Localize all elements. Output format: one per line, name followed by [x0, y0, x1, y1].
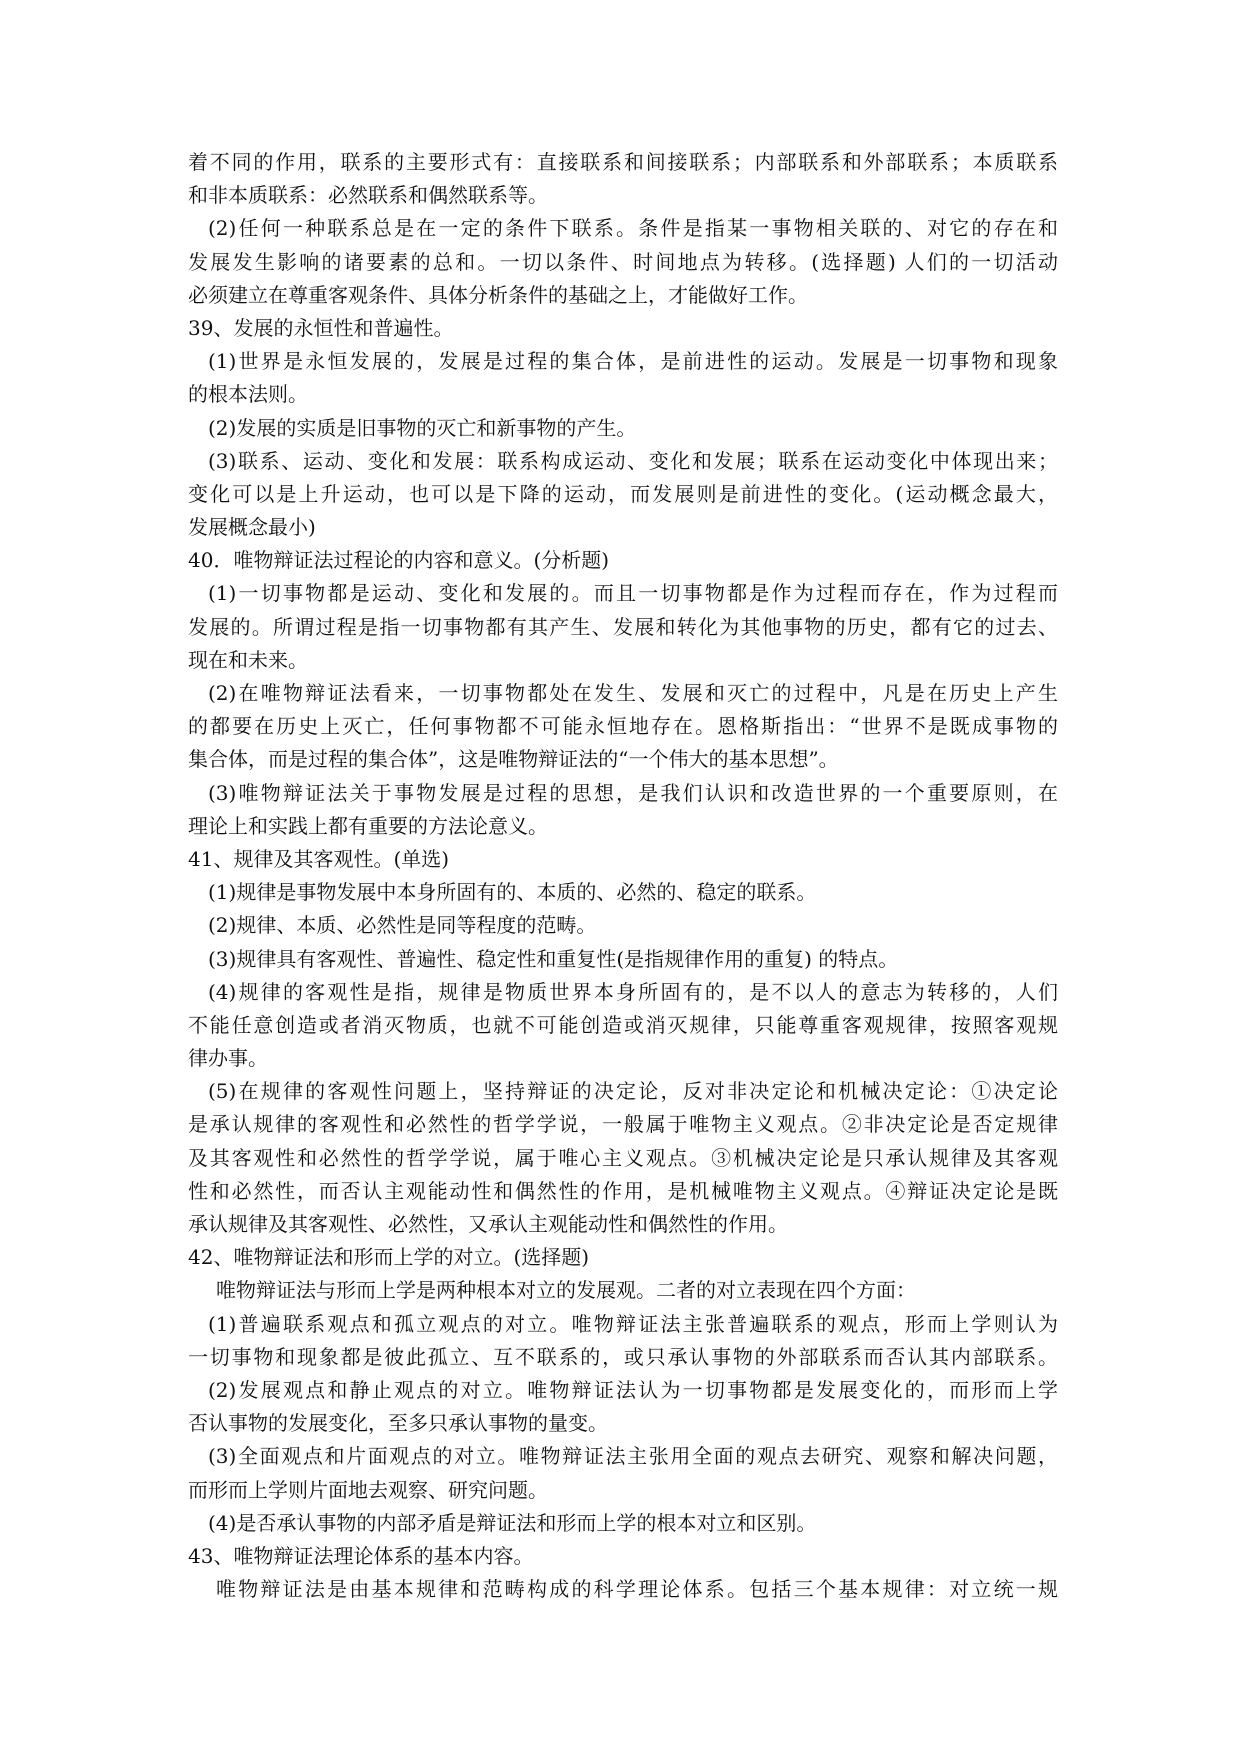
text-line: 现在和未来。: [188, 647, 308, 672]
text-line: 性和必然性，而否认主观能动性和偶然性的作用，是机械唯物主义观点。④辩证决定论是既: [188, 1178, 1058, 1203]
text-line: (2)任何一种联系总是在一定的条件下联系。条件是指某一事物相关联的、对它的存在和: [208, 216, 1058, 241]
text-line: 一切事物和现象都是彼此孤立、互不联系的，或只承认事物的外部联系而否认其内部联系。: [188, 1344, 1058, 1369]
text-line: 而形而上学则片面地去观察、研究问题。: [188, 1477, 548, 1502]
text-line: 的都要在历史上灭亡，任何事物都不可能永恒地存在。恩格斯指出：“世界不是既成事物的: [188, 714, 1058, 739]
text-line: (3)唯物辩证法关于事物发展是过程的思想，是我们认识和改造世界的一个重要原则，在: [208, 780, 1058, 805]
text-line: 41、规律及其客观性。(单选): [188, 846, 450, 871]
text-line: (2)发展观点和静止观点的对立。唯物辩证法认为一切事物都是发展变化的，而形而上学: [208, 1377, 1058, 1402]
text-line: 不能任意创造或者消灭物质，也就不可能创造或消灭规律，只能尊重客观规律，按照客观规: [188, 1012, 1058, 1037]
text-line: (5)在规律的客观性问题上，坚持辩证的决定论，反对非决定论和机械决定论：①决定论: [208, 1079, 1058, 1104]
text-line: 理论上和实践上都有重要的方法论意义。: [188, 813, 548, 838]
text-line: 和非本质联系：必然联系和偶然联系等。: [188, 183, 548, 208]
text-line: (3)联系、运动、变化和发展：联系构成运动、变化和发展；联系在运动变化中体现出来；: [208, 448, 1058, 473]
text-line: 39、发展的永恒性和普遍性。: [188, 315, 454, 340]
text-line: 发展概念最小): [188, 515, 316, 540]
text-line: (1)规律是事物发展中本身所固有的、本质的、必然的、稳定的联系。: [208, 880, 817, 905]
text-line: 发展发生影响的诸要素的总和。一切以条件、时间地点为转移。(选择题) 人们的一切活动: [188, 249, 1058, 274]
text-line: 发展的。所谓过程是指一切事物都有其产生、发展和转化为其他事物的历史，都有它的过去、: [188, 614, 1058, 639]
text-line: 42、唯物辩证法和形而上学的对立。(选择题): [188, 1245, 590, 1270]
text-line: (4)规律的客观性是指，规律是物质世界本身所固有的，是不以人的意志为转移的，人们: [208, 979, 1058, 1004]
document-page: [188, 146, 1058, 1606]
text-line: 集合体，而是过程的集合体”，这是唯物辩证法的“一个伟大的基本思想”。: [188, 747, 839, 772]
text-line: (1)一切事物都是运动、变化和发展的。而且一切事物都是作为过程而存在，作为过程而: [208, 581, 1058, 606]
text-line: 40．唯物辩证法过程论的内容和意义。(分析题): [188, 548, 610, 573]
text-line: 否认事物的发展变化，至多只承认事物的量变。: [188, 1411, 608, 1436]
text-line: 的根本法则。: [188, 382, 308, 407]
text-line: 唯物辩证法与形而上学是两种根本对立的发展观。二者的对立表现在四个方面：: [216, 1278, 916, 1303]
text-line: 43、唯物辩证法理论体系的基本内容。: [188, 1543, 534, 1568]
text-line: (2)发展的实质是旧事物的灭亡和新事物的产生。: [208, 415, 637, 440]
text-line: 唯物辩证法是由基本规律和范畴构成的科学理论体系。包括三个基本规律：对立统一规: [216, 1577, 1058, 1602]
text-line: 律办事。: [188, 1046, 268, 1071]
text-line: (2)在唯物辩证法看来，一切事物都处在发生、发展和灭亡的过程中，凡是在历史上产生: [208, 681, 1058, 705]
text-line: (2)规律、本质、必然性是同等程度的范畴。: [208, 913, 597, 938]
text-line: (4)是否承认事物的内部矛盾是辩证法和形而上学的根本对立和区别。: [208, 1510, 817, 1535]
text-line: (3)全面观点和片面观点的对立。唯物辩证法主张用全面的观点去研究、观察和解决问题，: [208, 1444, 1058, 1469]
text-line: 承认规律及其客观性、必然性，又承认主观能动性和偶然性的作用。: [188, 1212, 788, 1236]
text-line: 是承认规律的客观性和必然性的哲学学说，一般属于唯物主义观点。②非决定论是否定规律: [188, 1112, 1058, 1137]
text-line: (3)规律具有客观性、普遍性、稳定性和重复性(是指规律作用的重复) 的特点。: [208, 946, 899, 971]
text-line: (1)普遍联系观点和孤立观点的对立。唯物辩证法主张普遍联系的观点，形而上学则认为: [208, 1311, 1058, 1336]
text-line: 及其客观性和必然性的哲学学说，属于唯心主义观点。③机械决定论是只承认规律及其客观: [188, 1145, 1058, 1170]
text-line: 变化可以是上升运动，也可以是下降的运动，而发展则是前进性的变化。(运动概念最大，: [188, 481, 1058, 506]
text-line: 着不同的作用，联系的主要形式有：直接联系和间接联系；内部联系和外部联系；本质联系: [188, 150, 1058, 174]
text-line: 必须建立在尊重客观条件、具体分析条件的基础之上，才能做好工作。: [188, 282, 808, 307]
text-line: (1)世界是永恒发展的，发展是过程的集合体，是前进性的运动。发展是一切事物和现象: [208, 349, 1058, 374]
